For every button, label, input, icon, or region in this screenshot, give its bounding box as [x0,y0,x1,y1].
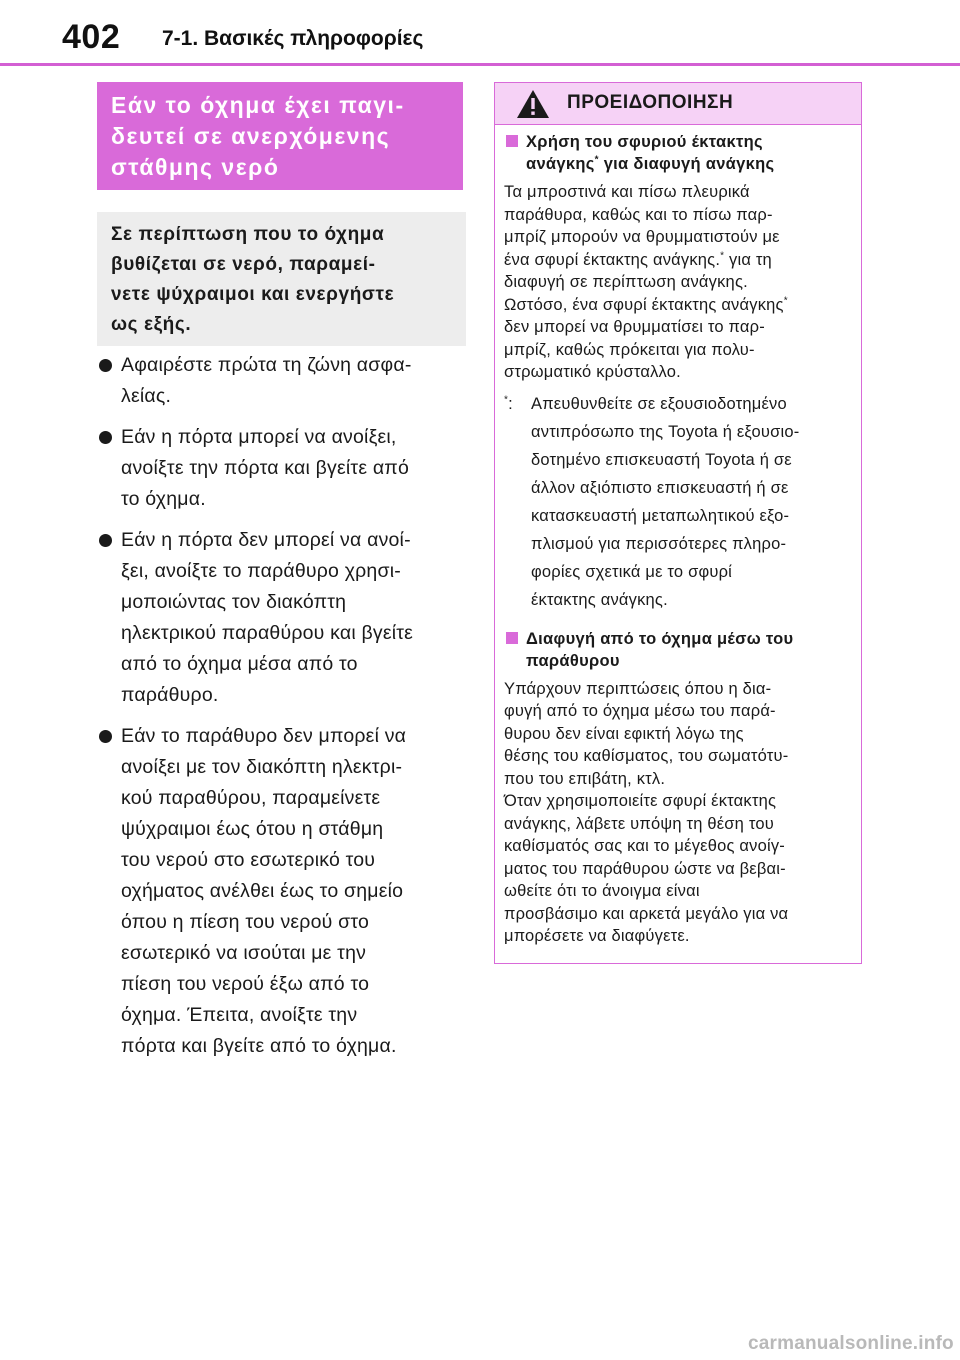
topic-title-line: Εάν το όχημα έχει παγι- [111,92,405,118]
subheading-line: Χρήση του σφυριού έκτακτης [526,133,763,151]
list-item [97,350,469,412]
intro-line: Σε περίπτωση που το όχημα [111,224,385,245]
topic-title-line: στάθμης νερό [111,154,280,180]
list-item [97,525,469,711]
instruction-list [97,350,469,1072]
paragraph-line: διαφυγή σε περίπτωση ανάγκης. [504,273,748,291]
paragraph-line: ανάγκης, λάβετε υπόψη τη θέση του [504,814,774,833]
footnote-line: αντιπρόσωπο της Toyota ή εξουσιο- [531,422,800,441]
list-item-line: ξει, ανοίξτε το παράθυρο χρησι- [121,560,401,582]
paragraph-line: θυρου δεν είναι εφικτή λόγω της [504,724,744,743]
list-item-line: μοποιώντας τον διακόπτη [121,591,347,613]
footnote-line: πλισμού για περισσότερες πληρο- [531,534,787,553]
footnote-line: Απευθυνθείτε σε εξουσιοδοτημένο [531,394,787,413]
paragraph-line: Ωστόσο, ένα σφυρί έκτακτης ανάγκης* [504,295,788,314]
list-item-line: ανοίξει με τον διακόπτη ηλεκτρι- [121,756,403,778]
paragraph-line: μπρίζ, καθώς πρόκειται για πολυ- [504,340,755,359]
asterisk-mark: * [720,250,725,261]
paragraph-line: που του επιβάτη, κτλ. [504,769,666,788]
footnote-line: φορίες σχετικά με το σφυρί [531,562,733,581]
list-item [97,721,469,1062]
warning-body [504,131,854,948]
paragraph-line: μπορέσετε να διαφύγετε. [504,927,690,945]
list-item-line: από το όχημα μέσα από το [121,653,358,675]
warning-title: ΠΡΟΕΙΔΟΠΟΙΗΣΗ [567,92,734,113]
bullet-icon [99,730,112,743]
warning-header [495,83,861,125]
footnote-line: δοτημένο επισκευαστή Toyota ή σε [531,450,792,469]
paragraph [504,678,854,948]
paragraph-line: θέσης του καθίσματος, του σωματότυ- [504,747,789,765]
list-item-line: λείας. [121,385,172,407]
subheading [504,628,854,672]
footnote-line: έκτακτης ανάγκης. [531,590,668,609]
list-item [97,422,469,515]
list-item-line: κού παραθύρου, παραμείνετε [121,787,381,809]
paragraph-line: ματος του παράθυρου ώστε να βεβαι- [504,859,786,878]
subheading-line: ανάγκης* για διαφυγή ανάγκης [526,154,775,173]
list-item-line: Εάν το παράθυρο δεν μπορεί να [121,725,407,747]
footnote-line: κατασκευαστή μεταπωλητικού εξο- [531,506,790,525]
paragraph-line: δεν μπορεί να θρυμματίσει το παρ- [504,318,765,336]
warning-box [494,82,862,964]
list-item-line: όχημα. Έπειτα, ανοίξτε την [121,1004,358,1026]
subheading [504,131,854,175]
paragraph [504,181,854,384]
list-item-line: Εάν η πόρτα δεν μπορεί να ανοί- [121,529,411,551]
page-header [0,0,960,66]
list-item-line: οχήματος ανέλθει έως το σημείο [121,880,404,902]
asterisk-mark: * [783,295,788,306]
list-item-line: το όχημα. [121,488,206,510]
intro-box [97,212,466,346]
paragraph-line: ωθείτε ότι το άνοιγμα είναι [504,882,700,900]
subheading-line: Διαφυγή από το όχημα μέσω του [526,629,794,648]
footnote-line: άλλον αξιόπιστο επισκευαστή ή σε [531,478,789,497]
list-item-line: του νερού στο εσωτερικό του [121,849,376,871]
list-item-line: εσωτερικό να ισούται με την [121,942,367,964]
list-item-line: ψύχραιμοι έως ότου η στάθμη [121,818,384,840]
paragraph-line: παράθυρα, καθώς και το πίσω παρ- [504,205,773,224]
paragraph-line: φυγή από το όχημα μέσω του παρά- [504,702,776,720]
paragraph-line: προσβάσιμο και αρκετά μεγάλο για να [504,904,789,923]
paragraph-line: καθίσματός σας και το μέγεθος ανοίγ- [504,837,785,855]
watermark: carmanualsonline.info [748,1333,954,1354]
list-item-line: όπου η πίεση του νερού στο [121,911,370,933]
asterisk-mark: * [594,154,599,166]
intro-line: ως εξής. [111,314,192,335]
topic-title-line: δευτεί σε ανερχόμενης [111,123,391,149]
list-item-line: παράθυρο. [121,684,219,706]
page-number: 402 [62,18,121,56]
paragraph-line: Όταν χρησιμοποιείτε σφυρί έκτακτης [504,792,777,810]
list-item-line: ανοίξτε την πόρτα και βγείτε από [121,457,410,479]
list-item-line: Εάν η πόρτα μπορεί να ανοίξει, [121,426,397,448]
footnote [504,390,854,614]
section-title: 7-1. Βασικές πληροφορίες [162,27,424,50]
list-item-line: Αφαιρέστε πρώτα τη ζώνη ασφα- [121,354,412,376]
topic-title-box [97,82,463,190]
subheading-line: παράθυρου [526,651,620,670]
paragraph-line: Υπάρχουν περιπτώσεις όπου η δια- [504,679,772,698]
paragraph-line: Τα μπροστινά και πίσω πλευρικά [504,183,750,201]
list-item-line: πόρτα και βγείτε από το όχημα. [121,1035,397,1057]
square-bullet-icon [506,135,518,147]
bullet-icon [99,534,112,547]
list-item-line: ηλεκτρικού παραθύρου και βγείτε [121,622,414,644]
paragraph-line: στρωματικό κρύσταλλο. [504,363,681,381]
header-divider [0,63,960,66]
list-item-line: πίεση του νερού έξω από το [121,973,370,995]
footnote-marker: *: [504,394,513,413]
intro-line: νετε ψύχραιμοι και ενεργήστε [111,284,395,305]
paragraph-line: ένα σφυρί έκτακτης ανάγκης.* για τη [504,250,772,269]
paragraph-line: μπρίζ μπορούν να θρυμματιστούν με [504,228,780,246]
warning-triangle-icon [516,89,550,119]
bullet-icon [99,359,112,372]
bullet-icon [99,431,112,444]
intro-line: βυθίζεται σε νερό, παραμεί- [111,254,376,275]
square-bullet-icon [506,632,518,644]
